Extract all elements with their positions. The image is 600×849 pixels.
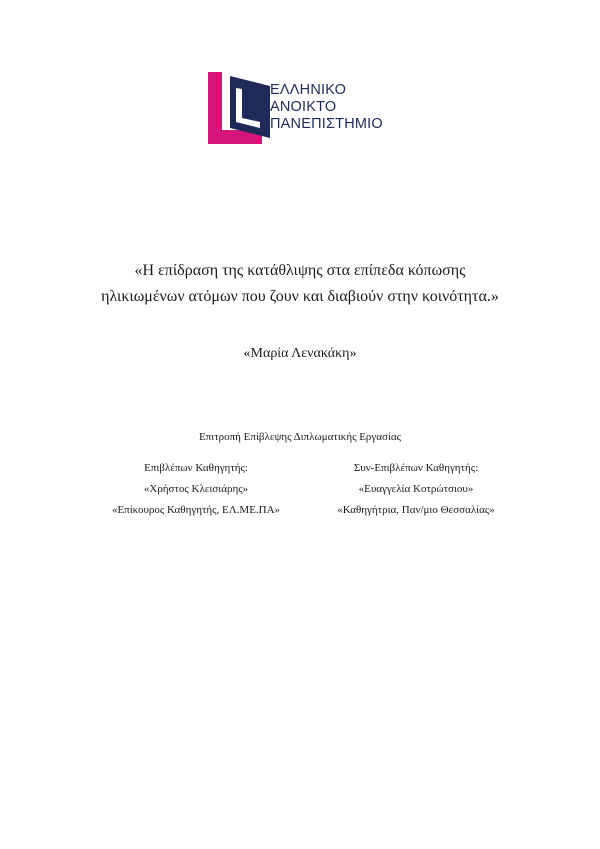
co-supervisor-name: «Ευαγγελία Κοτρώτσιου» [358, 483, 474, 495]
supervisor-name: «Χρήστος Κλεισιάρης» [143, 483, 249, 495]
logo-wordmark [270, 82, 383, 133]
logo-line-3: ΠΑΝΕΠΙΣΤΗΜΙΟ [270, 116, 383, 132]
thesis-title-line-1: «Η επίδραση της κατάθλιψης στα επίπεδα κόπωσης [134, 262, 466, 279]
logo-emblem-icon [208, 72, 270, 144]
committee-heading: Επιτροπή Επίβλεψης Διπλωματικής Εργασίας [198, 431, 402, 443]
co-supervisor-block [316, 458, 516, 521]
co-supervisor-role: Συν-Επιβλέπων Καθηγητής: [353, 462, 479, 474]
university-logo [208, 72, 393, 144]
co-supervisor-title: «Καθηγήτρια, Παν/μιο Θεσσαλίας» [337, 504, 495, 516]
logo-line-1: ΕΛΛΗΝΙΚΟ [270, 82, 347, 98]
author-name: «Μαρία Λενακάκη» [243, 346, 357, 361]
supervisor-title: «Επίκουρος Καθηγητής, ΕΛ.ΜΕ.ΠΑ» [111, 504, 281, 516]
thesis-title-line-2: ηλικιωμένων ατόμων που ζουν και διαβιούν στην κοινότητα.» [101, 288, 499, 305]
supervisor-role: Επιβλέπων Καθηγητής: [144, 462, 248, 474]
supervisor-block [96, 458, 296, 521]
thesis-title [0, 258, 600, 310]
logo-line-2: ΑΝΟΙΚΤΟ [270, 99, 337, 115]
